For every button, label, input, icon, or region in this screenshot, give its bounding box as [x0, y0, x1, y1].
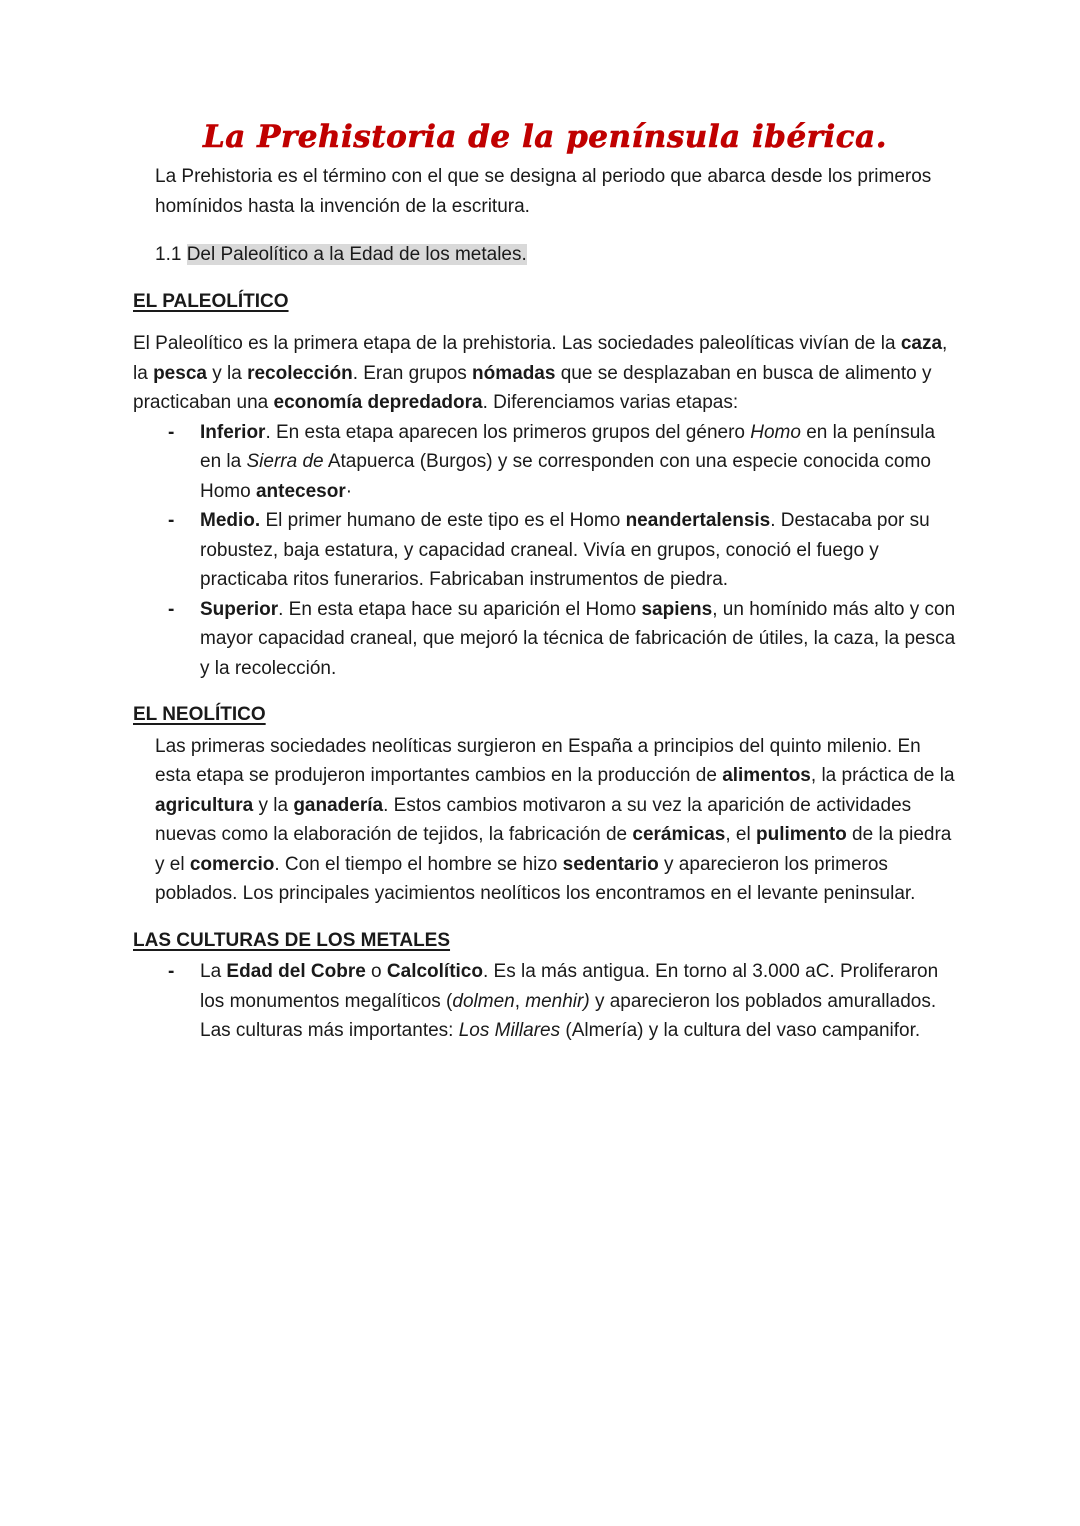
section-heading-neolitico: EL NEOLÍTICO	[133, 704, 266, 725]
list-item-text: Superior. En esta etapa hace su aparición el Homo sapiens, un homínido más alto y con mayor capacidad craneal, que mejoró la técnica de fabricación de útiles, la caza, la pesca y la recolección.	[200, 598, 956, 679]
subsection-title-highlighted: Del Paleolítico a la Edad de los metales.	[186, 244, 527, 265]
list-item-superior	[133, 595, 957, 684]
dash-marker: -	[168, 598, 175, 620]
neolitico-paragraph: Las primeras sociedades neolíticas surgieron en España a principios del quinto milenio. En esta etapa se produjeron importantes cambios en la producción de alimentos, la práctica de la agricultura y la ganadería. Estos cambios motivaron a su vez la aparición de actividades nuevas como la elaboración de tejidos, la fabricación de cerámicas, el pulimento de la piedra y el comercio. Con el tiempo el hombre se hizo sedentario y aparecieron los primeros poblados. Los principales yacimientos neolíticos los encontramos en el levante peninsular.	[155, 735, 955, 904]
list-item-edad-del-cobre	[133, 957, 957, 1046]
subsection-heading	[133, 240, 957, 270]
list-item-text: Medio. El primer humano de este tipo es el Homo neandertalensis. Destacaba por su robustez, baja estatura, y capacidad craneal. Vivía en grupos, conoció el fuego y practicaba ritos funerarios. Fabricaban instrumentos de piedra.	[200, 510, 930, 590]
page-title: La Prehistoria de la península ibérica.	[202, 119, 888, 155]
dash-marker: -	[168, 961, 175, 982]
dash-marker: -	[168, 510, 175, 531]
paleolitico-paragraph: El Paleolítico es la primera etapa de la prehistoria. Las sociedades paleolíticas vivían de la caza, la pesca y la recolección. Eran grupos nómadas que se desplazaban en busca de alimento y practicaban una economía depredadora. Diferenciamos varias etapas:	[133, 333, 948, 413]
intro-paragraph: La Prehistoria es el término con el que se designa al periodo que abarca desde los primeros homínidos hasta la invención de la escritura.	[155, 166, 932, 217]
list-item-text: Inferior. En esta etapa aparecen los primeros grupos del género Homo en la península en la Sierra de Atapuerca (Burgos) y se corresponden con una especie conocida como Homo antecesor·	[200, 421, 936, 502]
document-content	[133, 116, 957, 1046]
section-heading-paleolitico: EL PALEOLÍTICO	[133, 290, 289, 312]
metales-list	[133, 957, 957, 1046]
section-heading-metales: LAS CULTURAS DE LOS METALES	[133, 929, 451, 951]
list-item-text: La Edad del Cobre o Calcolítico. Es la más antigua. En torno al 3.000 aC. Proliferaron los monumentos megalíticos (dolmen, menhir) y aparecieron los poblados amurallados. Las culturas más importantes: Los Millares (Almería) y la cultura del vaso campanifor.	[200, 961, 939, 1041]
dash-marker: -	[168, 421, 175, 443]
subsection-number: 1.1	[155, 244, 187, 265]
list-item-inferior	[133, 418, 957, 507]
list-item-medio	[133, 506, 957, 595]
paleolitico-list	[133, 418, 957, 684]
